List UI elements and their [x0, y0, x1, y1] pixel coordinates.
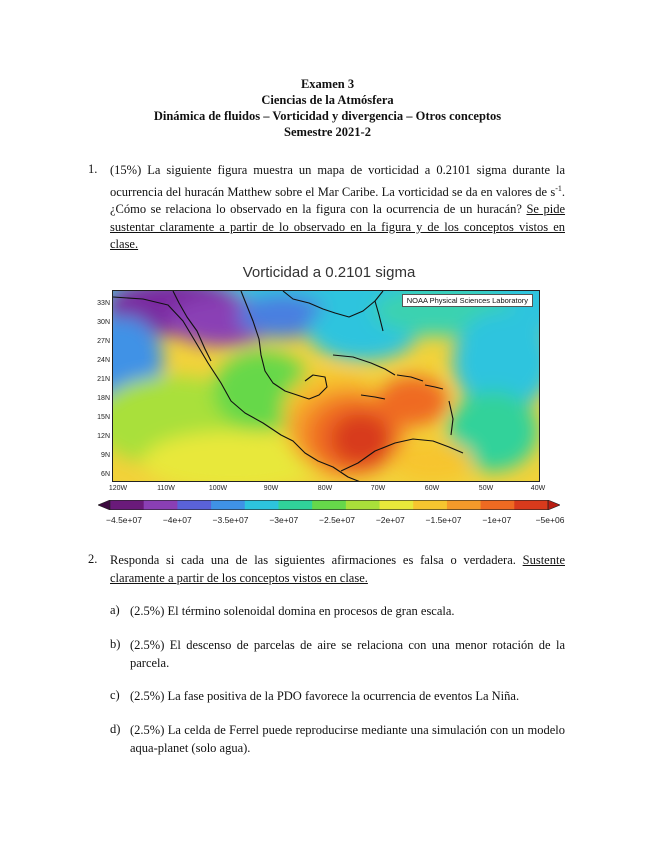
colorbar-tick-label: −1e+07 [482, 515, 512, 525]
lat-tick-6n: 6N [101, 471, 110, 478]
lon-tick-60w: 60W [424, 485, 440, 492]
item-a-text: (2.5%) El término solenoidal domina en procesos de gran escala. [130, 604, 455, 618]
colorbar-tick-label: −2e+07 [375, 515, 405, 525]
colorbar-segment [481, 500, 515, 510]
lat-tick-9n: 9N [101, 452, 110, 459]
colorbar [98, 500, 560, 510]
lon-tick-100w: 100W [208, 485, 228, 492]
lat-tick-30n: 30N [97, 319, 110, 326]
semester: Semestre 2021-2 [284, 125, 371, 139]
lon-tick-110w: 110W [157, 485, 175, 492]
question-1-instruction: Se pide sustentar claramente a partir de lo observado en la figura y de los conceptos vistos en clase. [110, 202, 566, 252]
lat-tick-33n: 33N [97, 300, 110, 307]
lon-tick-120w: 120W [108, 485, 128, 492]
item-b-text: (2.5%) El descenso de parcelas de aire se relaciona con una menor rotación de la parcela. [130, 638, 565, 670]
item-c-letter: c) [110, 688, 120, 702]
colorbar-segment [110, 500, 144, 510]
question-1-text-a: (15%) La siguiente figura muestra un mapa de vorticidad a 0.2101 sigma durante la ocurrencia del huracán Matthew sobre el Mar Caribe. La vorticidad se da en valores de s [110, 163, 565, 199]
question-1-unit-exponent: -1 [555, 183, 562, 193]
lat-tick-15n: 15N [97, 414, 110, 421]
exam-topics: Dinámica de fluidos – Vorticidad y divergencia – Otros conceptos [153, 109, 502, 123]
colorbar-tick-label: −1.5e+07 [425, 515, 462, 525]
lon-tick-80w: 80W [317, 485, 333, 492]
colorbar-tick-label: −4.5e+07 [106, 515, 142, 525]
exam-title: Examen 3 [300, 77, 355, 91]
question-2-instruction: Sustente claramente a partir de los conceptos vistos en clase. [110, 553, 565, 585]
item-d-letter: d) [110, 722, 121, 736]
lon-tick-90w: 90W [263, 485, 279, 492]
colorbar-segment [211, 500, 245, 510]
data-source-credit: NOAA Physical Sciences Laboratory [402, 294, 533, 307]
colorbar-tick-label: −3.5e+07 [212, 515, 249, 525]
colorbar-segment [278, 500, 312, 510]
lat-tick-21n: 21N [97, 376, 110, 383]
question-1-number: 1. [88, 162, 98, 176]
colorbar-segment [177, 500, 211, 510]
question-1-text-b: . ¿Cómo se relaciona lo observado en la figura con la ocurrencia de un huracán? [110, 184, 565, 217]
exam-header [0, 76, 655, 140]
vorticity-map [112, 290, 540, 482]
colorbar-segment [413, 500, 447, 510]
colorbar-segment [312, 500, 346, 510]
colorbar-arrow-max [548, 500, 560, 510]
lon-tick-40w: 40W [530, 485, 546, 492]
question-1-text [110, 162, 565, 254]
item-b-letter: b) [110, 637, 121, 651]
lat-tick-12n: 12N [97, 433, 110, 440]
colorbar-segment [447, 500, 481, 510]
colorbar-segment [346, 500, 380, 510]
item-d-text: (2.5%) La celda de Ferrel puede reproducirse mediante una simulación con un modelo aqua-planet (solo agua). [130, 723, 565, 755]
colorbar-tick-label: −2.5e+07 [319, 515, 355, 525]
item-a-letter: a) [110, 603, 120, 617]
figure-title: Vorticidad a 0.2101 sigma [242, 264, 416, 281]
lat-tick-18n: 18N [97, 395, 110, 402]
item-c-text: (2.5%) La fase positiva de la PDO favorece la ocurrencia de eventos La Niña. [130, 689, 520, 703]
colorbar-segment [144, 500, 178, 510]
lat-tick-24n: 24N [97, 357, 110, 364]
question-2-number: 2. [88, 552, 98, 566]
vorticity-figure [88, 264, 570, 536]
course-name: Ciencias de la Atmósfera [261, 93, 394, 107]
colorbar-segment [245, 500, 279, 510]
colorbar-tick-label: −4e+07 [162, 515, 192, 525]
question-2-text [110, 552, 565, 587]
lon-tick-70w: 70W [370, 485, 386, 492]
colorbar-arrow-min [98, 500, 110, 510]
colorbar-tick-label: −5e+06 [535, 515, 565, 525]
vorticity-field-image [113, 291, 540, 482]
colorbar-segment [514, 500, 548, 510]
lat-tick-27n: 27N [97, 338, 110, 345]
colorbar-segment [380, 500, 414, 510]
question-2-prompt: Responda si cada una de las siguientes afirmaciones es falsa o verdadera. [110, 553, 523, 567]
lon-tick-50w: 50W [478, 485, 494, 492]
colorbar-tick-label: −3e+07 [269, 515, 299, 525]
